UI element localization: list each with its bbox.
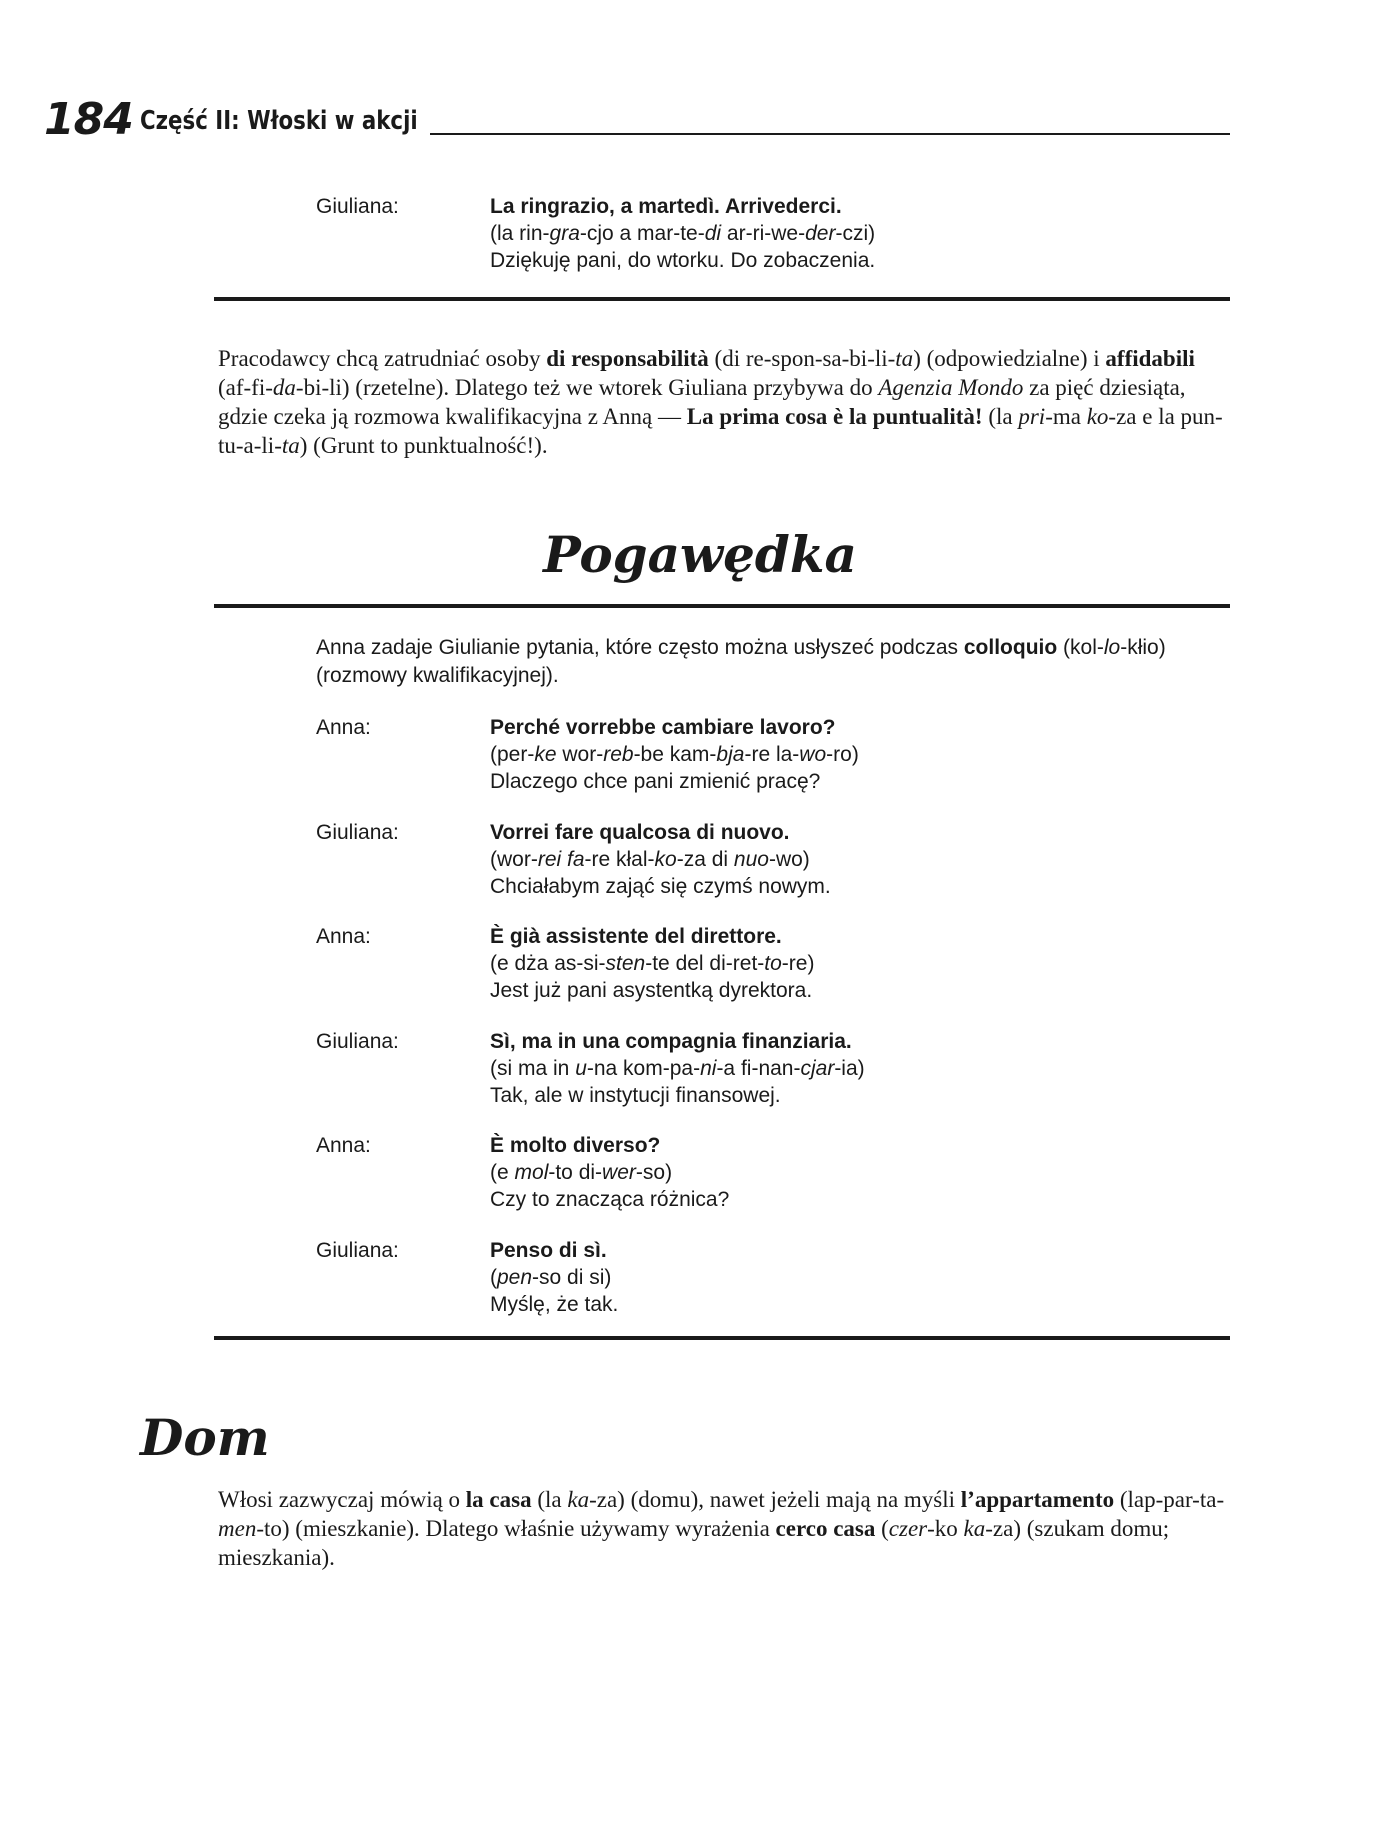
pronunciation: (per-ke wor-reb-be kam-bja-re la-wo-ro)	[490, 743, 859, 766]
speaker-name: Giuliana:	[316, 1029, 399, 1053]
translation: Czy to znacząca różnica?	[490, 1188, 730, 1211]
speaker-name: Anna:	[316, 716, 371, 739]
running-head: Część II: Włoski w akcji	[140, 106, 418, 136]
speaker-name: Giuliana:	[316, 820, 399, 844]
italian-phrase: Penso di sì.	[490, 1238, 607, 1262]
section-rule	[214, 604, 1230, 608]
body-paragraph: Włosi zazwyczaj mówią o la casa (la ka-za) (domu), nawet jeżeli mają na myśli l’appartamento (lap-par-ta-men-to) (mieszkanie). Dlatego właśnie używamy wyrażenia cerco casa (czer-ko ka-za) (szukam domu; mieszkania).	[218, 1487, 1225, 1570]
pronunciation: (la rin-gra-cjo a mar-te-di ar-ri-we-der-czi)	[490, 222, 876, 245]
section-title-dom: Dom	[140, 1408, 270, 1467]
translation: Myślę, że tak.	[490, 1292, 619, 1316]
italian-phrase: Perché vorrebbe cambiare lavoro?	[490, 716, 836, 739]
pronunciation: (wor-rei fa-re kłal-ko-za di nuo-wo)	[490, 847, 810, 871]
pronunciation: (pen-so di si)	[490, 1265, 612, 1289]
section-intro: Anna zadaje Giulianie pytania, które często można usłyszeć podczas colloquio (kol-lo-kłio) (rozmowy kwalifikacyjnej).	[316, 636, 1166, 687]
translation: Jest już pani asystentką dyrektora.	[490, 979, 813, 1002]
italian-phrase: La ringrazio, a martedì. Arrivederci.	[490, 195, 842, 218]
translation: Tak, ale w instytucji finansowej.	[490, 1083, 781, 1107]
pronunciation: (e dża as-si-sten-te del di-ret-to-re)	[490, 952, 815, 975]
page-number: 184	[44, 94, 133, 145]
speaker-name: Anna:	[316, 1134, 371, 1157]
italian-phrase: È già assistente del direttore.	[490, 925, 782, 948]
italian-phrase: È molto diverso?	[490, 1134, 661, 1157]
section-rule	[214, 297, 1230, 301]
translation: Dlaczego chce pani zmienić pracę?	[490, 770, 821, 793]
section-rule	[214, 1336, 1230, 1340]
translation: Chciałabym zająć się czymś nowym.	[490, 874, 831, 898]
body-paragraph: Pracodawcy chcą zatrudniać osoby di responsabilità (di re-spon-sa-bi-li-ta) (odpowiedzialne) i affidabili (af-fi-da-bi-li) (rzetelne). Dlatego też we wtorek Giuliana przybywa do Agenzia Mondo za pięć dziesiąta, gdzie czeka ją rozmowa kwalifikacyjna z Anną — La prima cosa è la puntualità! (la pri-ma ko-za e la pun-tu-a-li-ta) (Grunt to punktualność!).	[218, 346, 1223, 458]
section-title-pogawedka: Pogawędka	[543, 525, 857, 584]
pronunciation: (si ma in u-na kom-pa-ni-a fi-nan-cjar-ia)	[490, 1056, 865, 1080]
speaker-name: Giuliana:	[316, 1238, 399, 1262]
italian-phrase: Vorrei fare qualcosa di nuovo.	[490, 820, 790, 844]
speaker-name: Giuliana:	[316, 195, 399, 218]
italian-phrase: Sì, ma in una compagnia finanziaria.	[490, 1029, 852, 1053]
speaker-name: Anna:	[316, 925, 371, 948]
translation: Dziękuję pani, do wtorku. Do zobaczenia.	[490, 249, 876, 272]
header-rule	[430, 133, 1230, 135]
pronunciation: (e mol-to di-wer-so)	[490, 1161, 673, 1184]
